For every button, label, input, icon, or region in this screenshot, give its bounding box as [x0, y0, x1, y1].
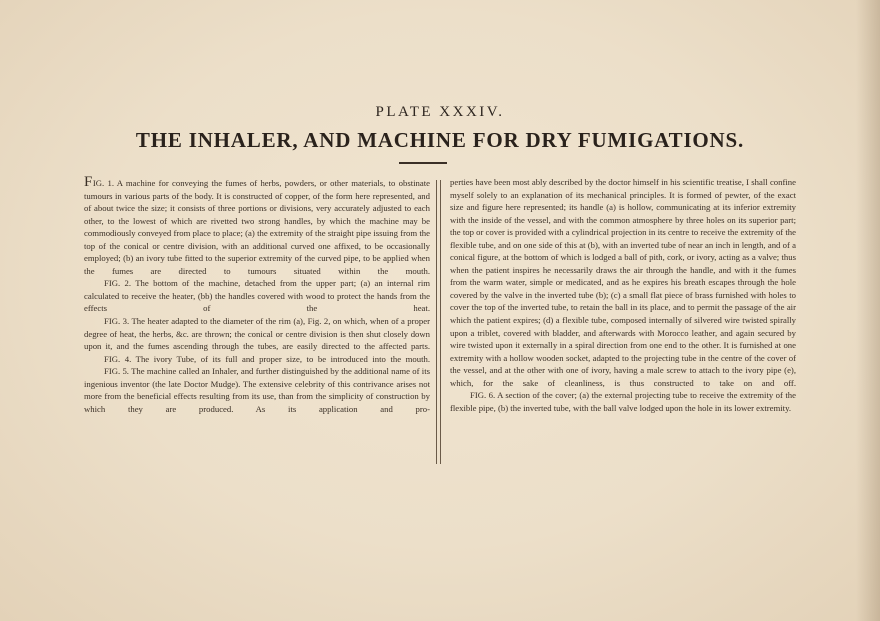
fig1-dropcap: F — [84, 174, 93, 190]
fig4-paragraph: FIG. 4. The ivory Tube, of its full and proper size, to be introduced into the mouth. — [104, 353, 430, 364]
plate-number: PLATE XXXIV. — [375, 104, 505, 120]
fig6-paragraph: FIG. 6. A section of the cover; (a) the external projecting tube to receive the extremity of the flexible pipe, (b) the inverted tube, with the ball valve lodged upon the hole in its lower extremity. — [450, 390, 796, 413]
right-column — [450, 176, 796, 414]
fig1-paragraph — [84, 176, 430, 277]
fig3-paragraph: FIG. 3. The heater adapted to the diameter of the rim (a), Fig. 2, on which, when of a proper degree of heat, the herbs, &c. are thrown; the conical or centre division is then shut closely down upon it, and the fumes ascending through the tubes, are easily directed to the affected parts. — [84, 316, 430, 352]
title-rule — [399, 162, 447, 164]
page-edge-shadow — [856, 0, 880, 621]
page-title: THE INHALER, AND MACHINE FOR DRY FUMIGATIONS. — [135, 128, 745, 152]
column-divider — [436, 180, 441, 464]
fig1-text: IG. 1. A machine for conveying the fumes of herbs, powders, or other materials, to obstinate tumours in various parts of the body. It is constructed of copper, of the form here represented, and of about twice the size; it consists of three portions or divisions, very accurately adjusted to each other, to the lowest of which are rivetted two strong handles, by which the machine may be commodiously conveyed from place to place; (a) the extremity of the straight pipe issuing from the top of the conical or centre division, with an additional curved one affixed, to be occasionally employed; (b) an ivory tube fitted to the superior extremity of the curved pipe, to be applied when the fumes are directed to tumours situated within the mouth. — [84, 178, 430, 276]
fig5-paragraph: FIG. 5. The machine called an Inhaler, and further distinguished by the additional name of its ingenious inventor (the late Doctor Mudge). The extensive celebrity of this contrivance arises not more from the beneficial effects resulting from its use, than from the simplicity of construction by which they are produced. As its application and pro- — [84, 366, 430, 414]
fig5-continuation: perties have been most ably described by the doctor himself in his scientific treatise, I shall confine myself solely to an explanation of its mechanical principles. It is formed of pewter, of the exact size and figure here represented; its handle (a) is hollow, communicating at its inferior extremity with the inside of the vessel, and with the common atmosphere by three holes on its superior part; the top or cover is provided with a cylindrical projection in its centre to receive the extremity of the flexible tube, and on one side of this at (b), with an inverted tube of near an inch in length, and of a conical figure, at the bottom of which is lodged a ball of pith, cork, or ivory, acting as a valve; thus when the patient inspires he necessarily draws the air through the handle, and with it the fumes from the warm water, simple or medicated, and as he expires his breath escapes through the hole covered by the valve in the inverted tube (b); (c) a small flat piece of brass furnished with holes to cover the top of the inverted tube, to retain the ball in its place, and to permit the passage of the air which the patient expires; (d) a flexible tube, composed internally of silvered wire twisted spirally upon a triblet, covered with bladder, and afterwards with Morocco leather, and again secured by wire twisted upon it externally in a spiral direction from one end to the other. It is furnished at one extremity with a hollow wooden socket, adapted to the projecting tube in the centre of the cover of the vessel, and at the other with one of ivory, having a male screw to attach to the ivory pipe (e), which, for the sake of cleanliness, is thus constructed to take on and off. — [450, 177, 796, 388]
left-column — [84, 176, 430, 415]
fig2-paragraph: FIG. 2. The bottom of the machine, detached from the upper part; (a) an internal rim calculated to receive the heater, (bb) the handles covered with wood to protect the hands from the effects of the heat. — [84, 278, 430, 314]
